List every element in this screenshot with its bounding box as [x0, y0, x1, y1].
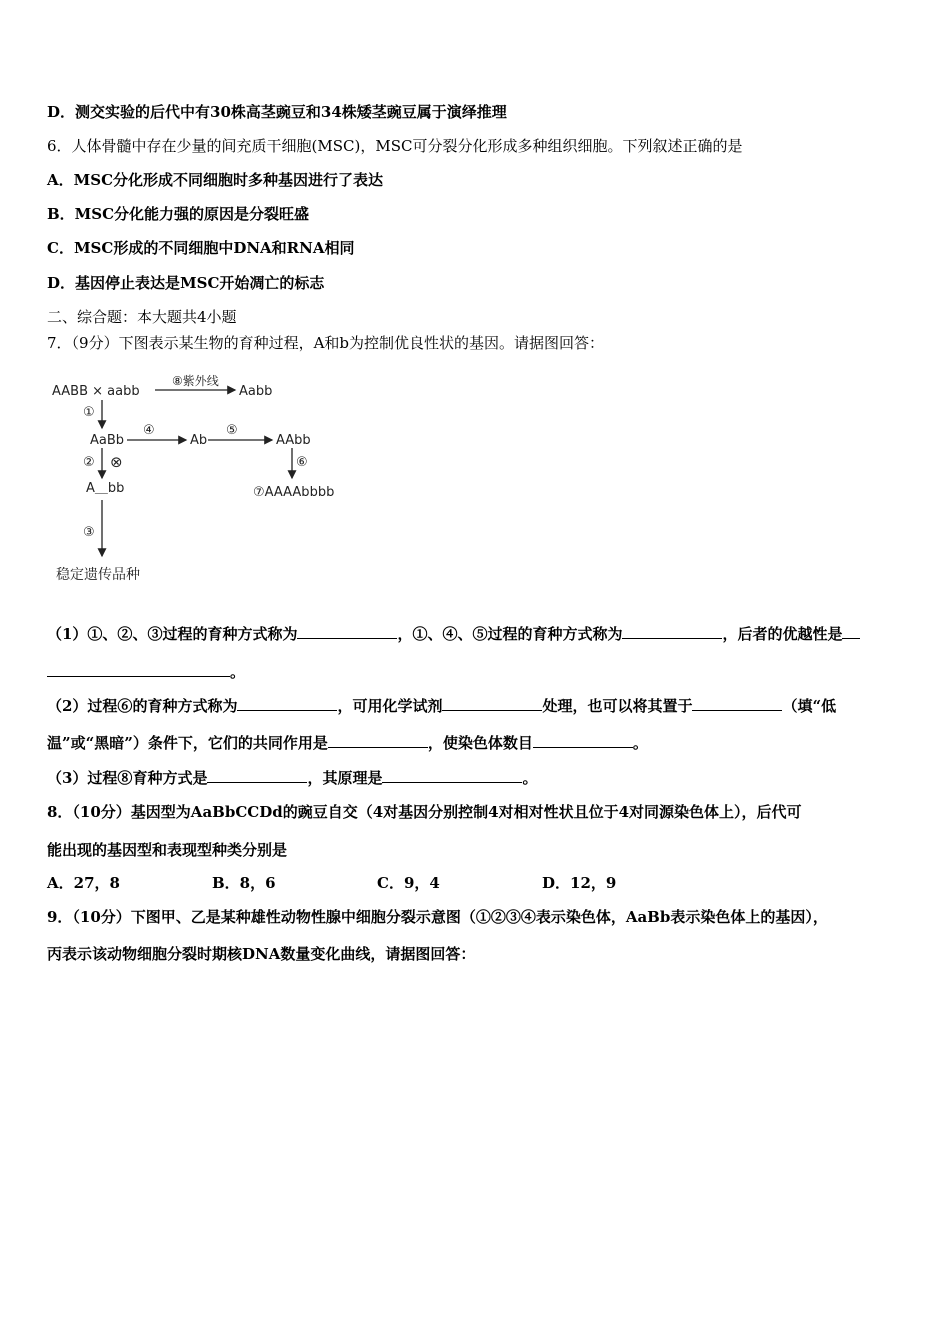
q7-2-text-b: ，可用化学试剂 [337, 697, 443, 715]
blank-9[interactable] [207, 768, 307, 783]
blank-8[interactable] [533, 733, 633, 748]
q5-option-d: D．测交实验的后代中有30株高茎豌豆和34株矮茎豌豆属于演绎推理 [47, 103, 507, 121]
q7-1-text-c: ，后者的优越性是 [722, 625, 843, 643]
blank-4[interactable] [237, 696, 337, 711]
blank-3[interactable] [842, 624, 860, 639]
blank-1[interactable] [297, 624, 397, 639]
q7-2b-text-b: ，使染色体数目 [427, 734, 533, 752]
step3-label: ③ [83, 525, 95, 540]
q8-option-d[interactable]: D．12，9 [542, 874, 617, 892]
q7-part2-cont [47, 733, 648, 753]
blank-7[interactable] [328, 733, 428, 748]
ab-gamete-label: Ab [190, 433, 208, 448]
step1-label: ① [83, 405, 95, 420]
step6-label: ⑥ [296, 455, 308, 470]
q8-option-a[interactable]: A．27，8 [47, 874, 120, 892]
parents-label: AABB × aabb [52, 384, 140, 399]
q8-stem-cont: 能出现的基因型和表现型种类分别是 [47, 841, 288, 859]
q7-part1-cont [47, 662, 245, 682]
selfing-symbol: ⊗ [110, 453, 123, 471]
q7-2-text-c: 处理，也可以将其置于 [542, 697, 693, 715]
blank-3-cont[interactable] [47, 662, 230, 677]
section-heading: 二、综合题：本大题共4小题 [47, 308, 237, 326]
q7-1-text-b: ，①、④、⑤过程的育种方式称为 [397, 625, 623, 643]
q9-stem-cont: 丙表示该动物细胞分裂时期核DNA数量变化曲线，请据图回答： [47, 945, 476, 963]
step5-label: ⑤ [226, 423, 238, 438]
tetraploid-label: ⑦AAAAbbbb [253, 485, 335, 500]
q6-option-b: B．MSC分化能力强的原因是分裂旺盛 [47, 205, 310, 223]
q7-3-text-a: （3）过程⑧育种方式是 [47, 769, 208, 787]
aabb-f1-label: AaBb [90, 433, 125, 448]
q8-option-c[interactable]: C．9，4 [377, 874, 440, 892]
blank-5[interactable] [442, 696, 542, 711]
q7-2-text-a: （2）过程⑥的育种方式称为 [47, 697, 238, 715]
q8-stem: 8．（10分）基因型为AaBbCCDd的豌豆自交（4对基因分别控制4对相对性状且位于4对同源染色体上），后代可 [47, 803, 802, 821]
q6-option-c: C．MSC形成的不同细胞中DNA和RNA相同 [47, 239, 355, 257]
q7-2b-end: 。 [632, 734, 648, 752]
aabb-haploid-doubled-label: AAbb [276, 433, 311, 448]
q7-2b-text-a: 温”或“黑暗”）条件下，它们的共同作用是 [47, 734, 328, 752]
q7-part1 [47, 624, 860, 644]
stable-variety-label: 稳定遗传品种 [56, 567, 140, 583]
blank-10[interactable] [382, 768, 522, 783]
step8-uv-label: ⑧紫外线 [172, 374, 219, 388]
q7-1-text-a: （1）①、②、③过程的育种方式称为 [47, 625, 298, 643]
mutant-aabb-label: Aabb [239, 384, 273, 399]
step4-label: ④ [143, 423, 155, 438]
q7-part2 [47, 696, 836, 716]
q7-1-end: 。 [230, 663, 246, 681]
blank-2[interactable] [622, 624, 722, 639]
q6-option-d: D．基因停止表达是MSC开始凋亡的标志 [47, 274, 325, 292]
q8-options [47, 873, 616, 893]
q8-option-b[interactable]: B．8，6 [212, 874, 276, 892]
q7-3-end: 。 [522, 769, 538, 787]
q7-3-text-b: ，其原理是 [307, 769, 383, 787]
blank-6[interactable] [692, 696, 782, 711]
breeding-diagram [50, 368, 350, 593]
a-bb-label: A＿bb [86, 481, 125, 496]
q6-stem: 6．人体骨髓中存在少量的间充质干细胞(MSC)，MSC可分裂分化形成多种组织细胞。下列叙述正确的是 [47, 137, 743, 155]
q9-stem: 9．（10分）下图甲、乙是某种雄性动物性腺中细胞分裂示意图（①②③④表示染色体，AaBb表示染色体上的基因）， [47, 908, 828, 926]
step2-label: ② [83, 455, 95, 470]
q7-stem: 7．（9分）下图表示某生物的育种过程，A和b为控制优良性状的基因。请据图回答： [47, 334, 605, 352]
q7-part3 [47, 768, 537, 788]
q6-option-a: A．MSC分化形成不同细胞时多种基因进行了表达 [47, 171, 384, 189]
q7-2-text-d: （填“低 [782, 697, 837, 715]
